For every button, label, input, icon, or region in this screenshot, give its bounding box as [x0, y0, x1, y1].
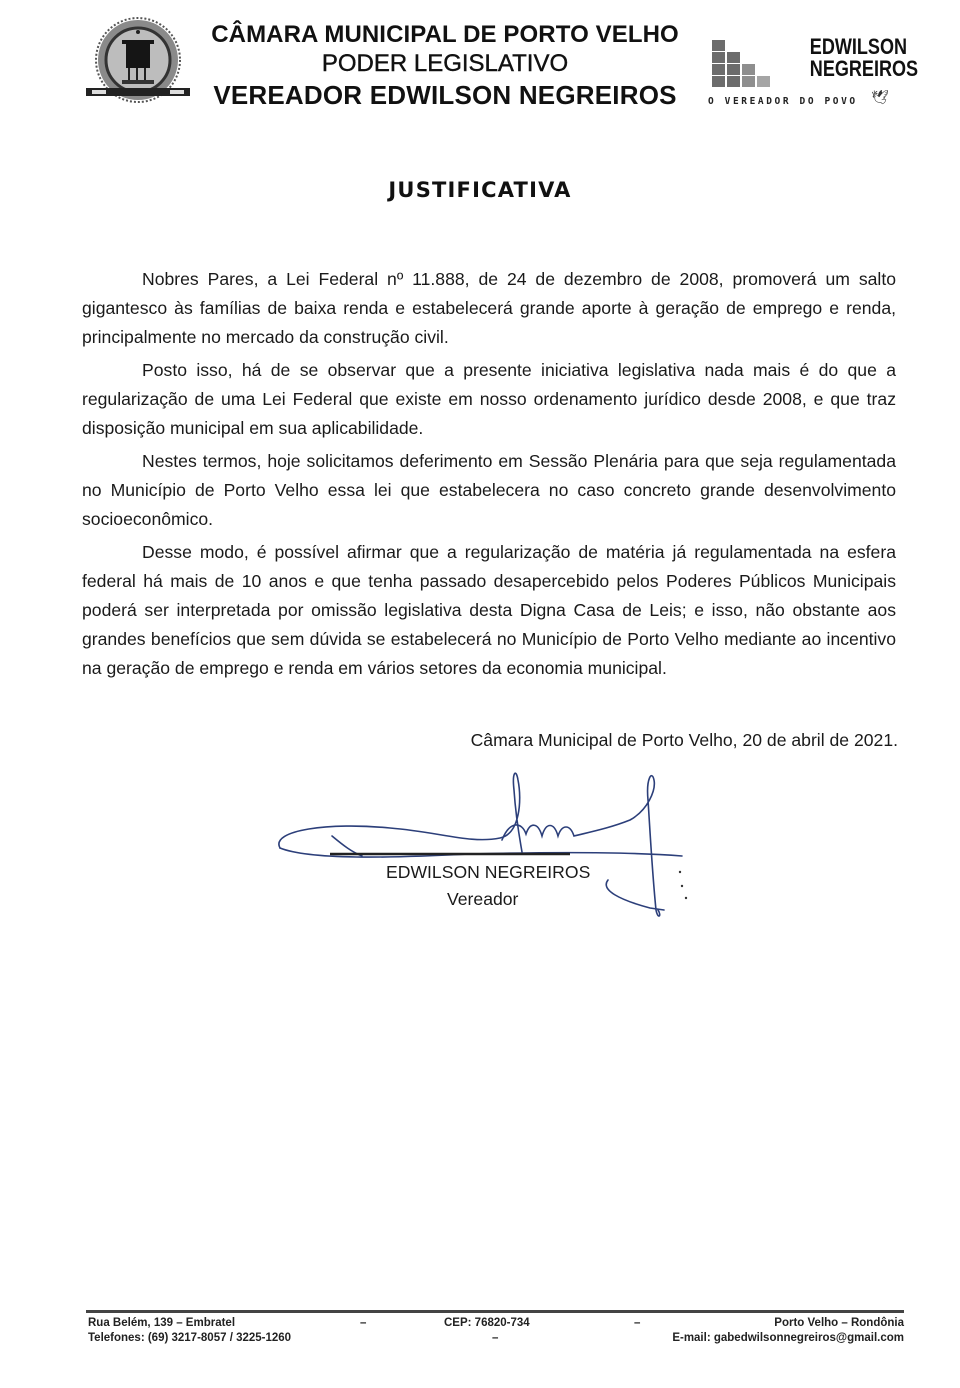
header-chamber-name: CÂMARA MUNICIPAL DE PORTO VELHO: [211, 21, 679, 48]
footer-separator: –: [634, 1317, 641, 1329]
municipal-seal-icon: [84, 14, 192, 114]
header-councilor: VEREADOR EDWILSON NEGREIROS: [213, 80, 677, 110]
logo-name-line1: EDWILSON: [809, 34, 908, 59]
logo-tagline: O VEREADOR DO POVO: [708, 96, 858, 107]
footer-cep: CEP: 76820-734: [444, 1317, 530, 1329]
dove-icon: 🕊: [871, 91, 889, 106]
signatory-role: Vereador: [447, 889, 519, 909]
paragraph: Posto isso, há de se observar que a presente iniciativa legislativa nada mais é do que a regularização de uma Lei Federal que existe em nosso ordenamento jurídico desde 2008, e que traz disposição municipal em sua aplicabilidade.: [82, 360, 896, 438]
header-branch: PODER LEGISLATIVO: [321, 50, 569, 77]
logo-name: [809, 34, 919, 81]
footer-address: Rua Belém, 139 – Embratel: [88, 1317, 236, 1329]
document-body: [82, 265, 896, 683]
footer-city: Porto Velho – Rondônia: [774, 1317, 904, 1329]
councilor-logo: [708, 34, 919, 112]
place-and-date: Câmara Municipal de Porto Velho, 20 de abril de 2021.: [470, 730, 898, 750]
paragraph: Nestes termos, hoje solicitamos deferimento em Sessão Plenária para que seja regulamentada no Município de Porto Velho essa lei que estabelecera no caso concreto grande desenvolvimento socioeconômico.: [82, 451, 896, 529]
footer-email[interactable]: E-mail: gabedwilsonnegreiros@gmail.com: [672, 1332, 904, 1344]
footer-divider: [86, 1310, 904, 1313]
footer-separator: –: [360, 1317, 367, 1329]
footer-phones: Telefones: (69) 3217-8057 / 3225-1260: [88, 1332, 292, 1344]
signatory-name: EDWILSON NEGREIROS: [386, 862, 591, 882]
logo-name-line2: NEGREIROS: [809, 56, 919, 81]
footer-contact: [88, 1316, 904, 1346]
header-institution: [200, 20, 690, 112]
paragraph: Nobres Pares, a Lei Federal nº 11.888, de 24 de dezembro de 2008, promoverá um salto gigantesco às famílias de baixa renda e estabelecerá grande aporte à geração de emprego e renda, principalmente no mercado da construção civil.: [82, 269, 896, 347]
document-title: JUSTIFICATIVA: [388, 178, 572, 202]
paragraph: Desse modo, é possível afirmar que a regularização de matéria já regulamentada na esfera federal há mais de 10 anos e que tenha passado desapercebido pelos Poderes Públicos Municipais poderá ser interpretada por omissão legislativa desta Digna Casa de Leis; e isso, não obstante aos grandes benefícios que sem dúvida se estabelecerá no Município de Porto Velho mediante ao incentivo na geração de emprego e renda em vários setores da economia municipal.: [82, 542, 896, 678]
footer-separator: –: [492, 1332, 499, 1344]
